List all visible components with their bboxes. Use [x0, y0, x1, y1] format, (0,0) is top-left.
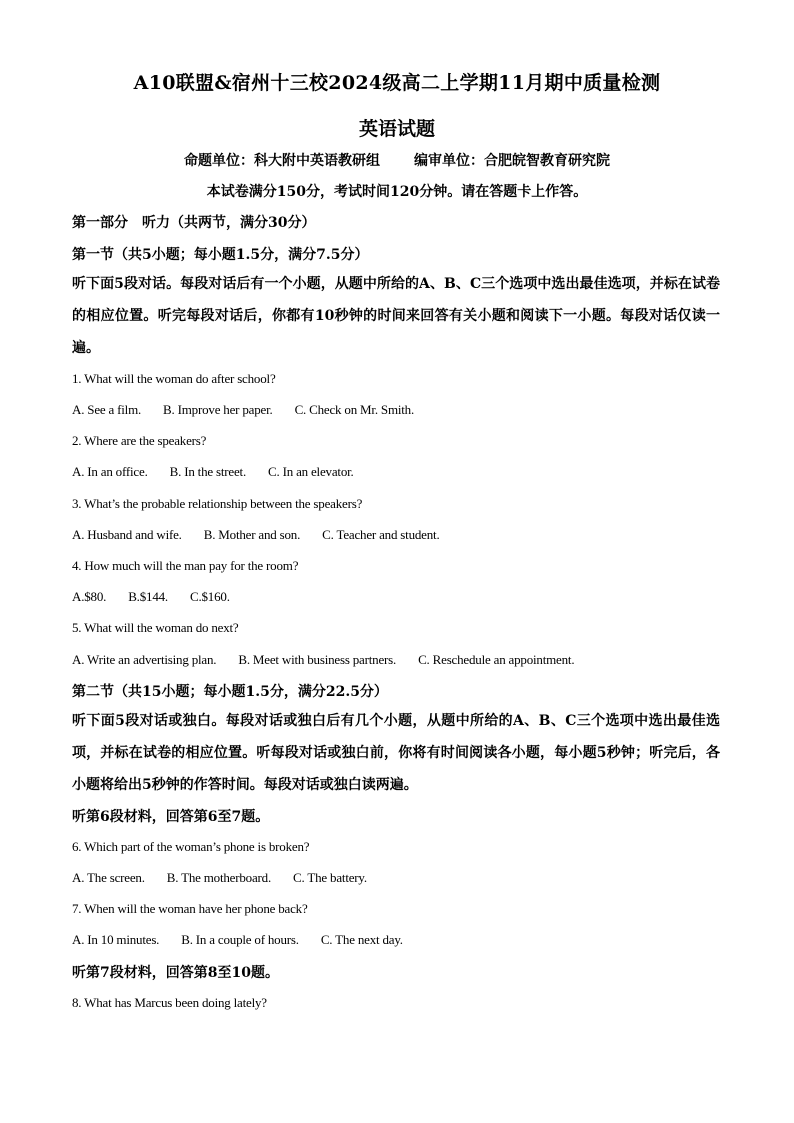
material-6-heading: 听第6段材料，回答第6至7题。 [72, 809, 270, 825]
question-5-options [72, 652, 574, 668]
question-5-stem: 5. What will the woman do next? [72, 620, 239, 635]
option-a: A. The screen. [72, 870, 145, 885]
option-a: A. See a film. [72, 402, 142, 417]
question-4-options [72, 589, 230, 605]
section1-instructions: 听下面5段对话。每段对话后有一个小题，从题中所给的A、B、C三个选项中选出最佳选项，并标在试卷的相应位置。听完每段对话后，你都有10秒钟的时间来回答有关小题和阅读下一小题。每段对话仅读一遍。 [72, 276, 720, 356]
option-b: B. Improve her paper. [163, 402, 273, 417]
question-2-options [72, 464, 354, 480]
option-c: C. The battery. [293, 870, 367, 885]
section1-heading: 第一节（共5小题；每小题1.5分，满分7.5分） [72, 247, 369, 263]
question-7-stem: 7. When will the woman have her phone back? [72, 901, 308, 916]
reviewer-unit: 编审单位：合肥皖智教育研究院 [414, 153, 610, 169]
question-6-options [72, 870, 367, 886]
option-b: B. The motherboard. [166, 870, 272, 885]
option-a: A.$80. [72, 589, 107, 604]
option-a: A. Write an advertising plan. [72, 652, 217, 667]
exam-title: A10联盟&宿州十三校2024级高二上学期11月期中质量检测 [133, 72, 661, 94]
option-a: A. In 10 minutes. [72, 932, 160, 947]
question-7-options [72, 932, 403, 948]
option-c: C. Reschedule an appointment. [418, 652, 575, 667]
question-3-stem: 3. What’s the probable relationship between the speakers? [72, 496, 363, 511]
section2-heading: 第二节（共15小题；每小题1.5分，满分22.5分） [72, 684, 388, 700]
option-b: B. Mother and son. [203, 527, 301, 542]
option-c: C. The next day. [320, 932, 403, 947]
option-a: A. Husband and wife. [72, 527, 182, 542]
question-2-stem: 2. Where are the speakers? [72, 433, 207, 448]
part1-heading: 第一部分 听力（共两节，满分30分） [72, 215, 316, 231]
proposer-unit: 命题单位：科大附中英语教研组 [184, 153, 380, 169]
option-c: C. Teacher and student. [322, 527, 440, 542]
option-b: B.$144. [128, 589, 168, 604]
question-1-stem: 1. What will the woman do after school? [72, 371, 276, 386]
option-c: C. In an elevator. [268, 464, 354, 479]
section2-instructions: 听下面5段对话或独白。每段对话或独白后有几个小题，从题中所给的A、B、C三个选项中选出最佳选项，并标在试卷的相应位置。听每段对话或独白前，你将有时间阅读各小题，每小题5秒钟；听完后，各小题将给出5秒钟的作答时间。每段对话或独白读两遍。 [72, 713, 720, 793]
option-b: B. In a couple of hours. [181, 932, 299, 947]
question-6-stem: 6. Which part of the woman’s phone is broken? [72, 839, 310, 854]
material-7-heading: 听第7段材料，回答第8至10题。 [72, 965, 279, 981]
option-a: A. In an office. [72, 464, 148, 479]
exam-subtitle: 英语试题 [358, 118, 435, 140]
question-3-options [72, 527, 440, 543]
option-b: B. Meet with business partners. [238, 652, 397, 667]
option-b: B. In the street. [169, 464, 247, 479]
question-1-options [72, 402, 414, 418]
question-8-stem: 8. What has Marcus been doing lately? [72, 995, 267, 1010]
exam-units [0, 150, 794, 170]
question-4-stem: 4. How much will the man pay for the room? [72, 558, 299, 573]
option-c: C.$160. [189, 589, 230, 604]
option-c: C. Check on Mr. Smith. [294, 402, 415, 417]
exam-notice: 本试卷满分150分，考试时间120分钟。请在答题卡上作答。 [206, 184, 588, 200]
